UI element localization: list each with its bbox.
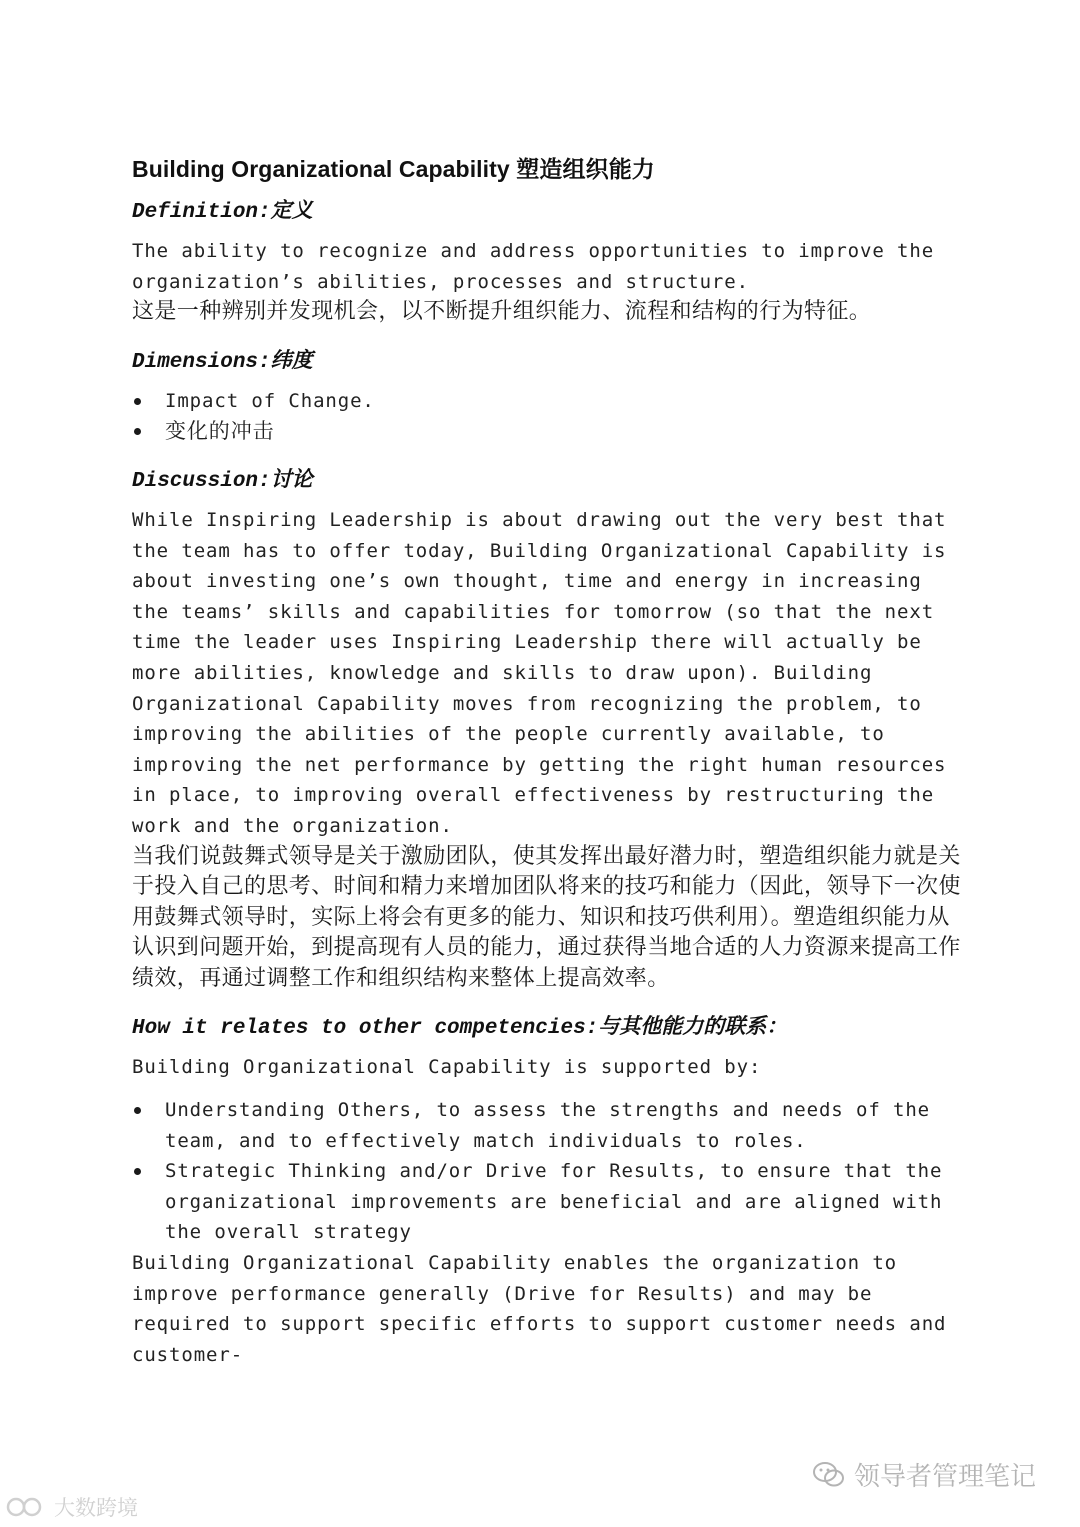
relates-intro: Building Organizational Capability is supported by:	[132, 1056, 762, 1079]
document-page	[132, 150, 962, 1370]
relates-list	[132, 1095, 962, 1248]
definition-text-cn: 这是一种辨别并发现机会，以不断提升组织能力、流程和结构的行为特征。	[132, 299, 872, 325]
bullet-icon	[134, 1168, 141, 1175]
list-item	[132, 1095, 962, 1156]
bullet-icon	[134, 398, 141, 405]
bullet-icon	[134, 428, 141, 435]
discussion-heading: Discussion:讨论	[132, 469, 313, 493]
relates-closing: Building Organizational Capability enables the organization to improve performance generally (Drive for Results) and may be required to support specific efforts to support customer needs and customer-	[132, 1252, 947, 1366]
discussion-text-cn: 当我们说鼓舞式领导是关于激励团队，使其发挥出最好潜力时，塑造组织能力就是关于投入自己的思考、时间和精力来增加团队将来的技巧和能力（因此，领导下一次使用鼓舞式领导时，实际上将会有更多的能力、知识和技巧供利用）。塑造组织能力从认识到问题开始，到提高现有人员的能力，通过获得当地合适的人力资源来提高工作绩效，再通过调整工作和组织结构来整体上提高效率。	[132, 843, 961, 991]
wechat-icon	[812, 1460, 846, 1490]
definition-heading: Definition:定义	[132, 201, 313, 224]
discussion-text-en: While Inspiring Leadership is about drawing out the very best that the team has to offer today, Building Organizational Capability is about investing one’s own thought, time and energy in increasing the teams’ skills and capabilities for tomorrow (so that the next time the leader uses Inspiring Leadership there will actually be more abilities, knowledge and skills to draw upon). Building Organizational Capability moves from recognizing the problem, to improving the abilities of the people currently available, to improving the net performance by getting the right human resources in place, to improving overall effectiveness by restructuring the work and the organization.	[132, 508, 947, 837]
page-title: Building Organizational Capability 塑造组织能力	[132, 156, 655, 182]
relates-item-1: Understanding Others, to assess the strengths and needs of the team, and to effectively match individuals to roles.	[165, 1099, 931, 1152]
list-item	[132, 1156, 962, 1248]
dimension-item-cn: 变化的冲击	[165, 419, 275, 444]
wechat-watermark	[812, 1456, 1036, 1493]
relates-item-2: Strategic Thinking and/or Drive for Results, to ensure that the organizational improvements are beneficial and are aligned with the overall strategy	[165, 1160, 943, 1244]
dimension-item-en: Impact of Change.	[165, 389, 375, 412]
logo-icon	[6, 1496, 50, 1518]
definition-text-en: The ability to recognize and address opportunities to improve the organization’s abilities, processes and structure.	[132, 240, 935, 293]
bullet-icon	[134, 1107, 141, 1114]
watermark-left-text: 大数跨境	[54, 1496, 138, 1520]
relates-heading: How it relates to other competencies:与其他能力的联系：	[132, 1017, 788, 1041]
site-watermark	[6, 1492, 138, 1522]
list-item	[132, 386, 962, 417]
dimensions-heading: Dimensions:纬度	[132, 350, 313, 374]
list-item	[132, 416, 962, 447]
watermark-right-text: 领导者管理笔记	[854, 1462, 1037, 1492]
dimensions-list	[132, 386, 962, 447]
